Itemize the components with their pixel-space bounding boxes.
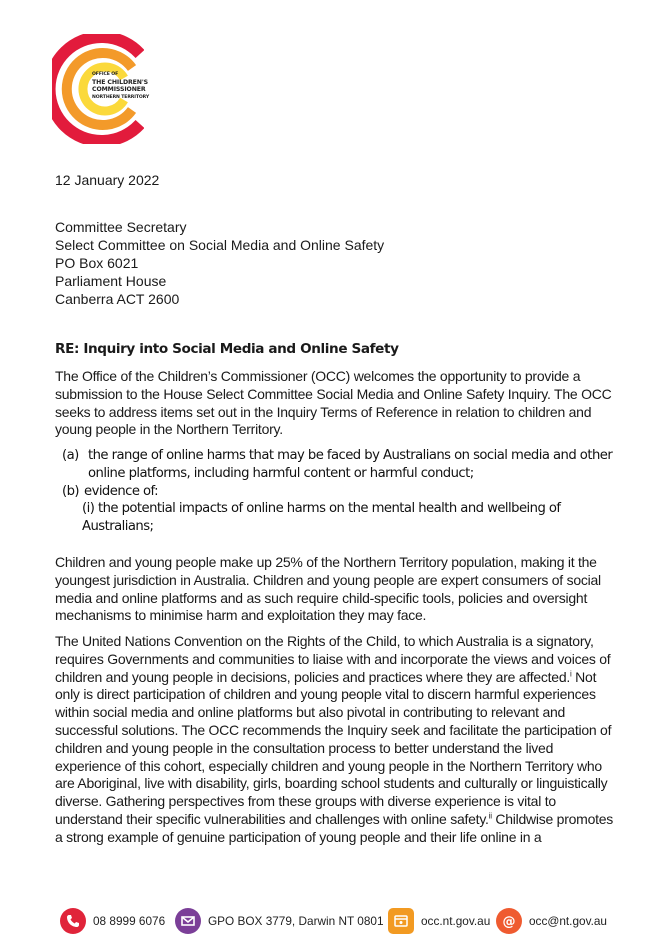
- logo-line-2: THE CHILDREN'S: [92, 78, 149, 86]
- logo-line-3: COMMISSIONER: [92, 86, 146, 94]
- address-line: Committee Secretary: [55, 219, 187, 235]
- phone-number: 08 8999 6076: [93, 914, 166, 928]
- term-text: evidence of:: [84, 483, 159, 499]
- term-item-b-i: (i) the potential impacts of online harms on the mental health and wellbeing of Australians;: [82, 501, 561, 535]
- recipient-address: [55, 218, 384, 308]
- subject-line: RE: Inquiry into Social Media and Online Safety: [55, 341, 399, 357]
- paragraph-text: Not only is direct participation of children and young people vital to discern harmful experiences within social media and online platforms but also pivotal in contributing to relevant and successful solutions. The OCC recommends the Inquiry seek and facilitate the participation of children and young people in the consultation process to better understand the lived experience of this cohort, especially children and young people in the Northern Territory who are Aboriginal, live with disability, girls, boarding school students and culturally or linguistically diverse. Gathering perspectives from these groups with diverse experience is vital to understand their specific vulnerabilities and challenges with online safety.: [55, 668, 612, 827]
- term-item-b: [62, 483, 622, 501]
- term-marker: (b): [62, 483, 80, 499]
- footer-email: [496, 908, 607, 934]
- logo-wordmark: [92, 71, 162, 101]
- address-line: Parliament House: [55, 273, 167, 289]
- paragraph-population: Children and young people make up 25% of the Northern Territory population, making it the youngest jurisdiction in Australia. Children and young people are expert consumers of social media and online platforms and as such require child-specific tools, policies and oversight mechanisms to minimise harm and exploitation they may face.: [55, 554, 601, 624]
- website-link[interactable]: occ.nt.gov.au: [421, 914, 491, 928]
- paragraph-uncrc: [55, 633, 615, 847]
- svg-text:@: @: [502, 914, 516, 929]
- footer-post: [175, 908, 384, 934]
- term-marker: (a): [62, 448, 79, 463]
- footer-web: [388, 908, 490, 934]
- logo-line-1: OFFICE OF: [92, 72, 119, 77]
- address-line: PO Box 6021: [55, 255, 139, 271]
- email-link[interactable]: occ@nt.gov.au: [529, 914, 607, 928]
- terms-of-reference-list: [62, 447, 622, 536]
- endnote-ref[interactable]: i: [570, 668, 572, 678]
- postal-address: GPO BOX 3779, Darwin NT 0801: [208, 914, 384, 928]
- term-item-a: [62, 447, 622, 483]
- paragraph-text: Childwise promotes a strong example of genuine participation of young people and their life online in a: [55, 810, 614, 845]
- envelope-icon: [175, 908, 201, 934]
- paragraph-text: The United Nations Convention on the Rights of the Child, to which Australia is a signatory, requires Governments and communities to liaise with and incorporate the views and voices of children and young people in decisions, policies and practices where they are affected.: [55, 633, 611, 685]
- intro-paragraph: The Office of the Children’s Commissioner (OCC) welcomes the opportunity to provide a submission to the House Select Committee Social Media and Online Safety Inquiry. The OCC seeks to address items set out in the Inquiry Terms of Reference in relation to children and young people in the Northern Territory.: [55, 368, 612, 438]
- at-sign-icon: [496, 908, 522, 934]
- letter-date: 12 January 2022: [55, 172, 160, 188]
- address-line: Select Committee on Social Media and Online Safety: [55, 237, 385, 253]
- phone-icon: [60, 908, 86, 934]
- footer-phone: [60, 908, 165, 934]
- logo-line-4: NORTHERN TERRITORY: [92, 94, 150, 100]
- address-line: Canberra ACT 2600: [55, 291, 180, 307]
- website-icon: [388, 908, 414, 934]
- endnote-ref[interactable]: ii: [488, 811, 492, 821]
- term-text: the range of online harms that may be faced by Australians on social media and other online platforms, including harmful content or harmful conduct;: [88, 448, 613, 481]
- contact-footer: [0, 900, 672, 940]
